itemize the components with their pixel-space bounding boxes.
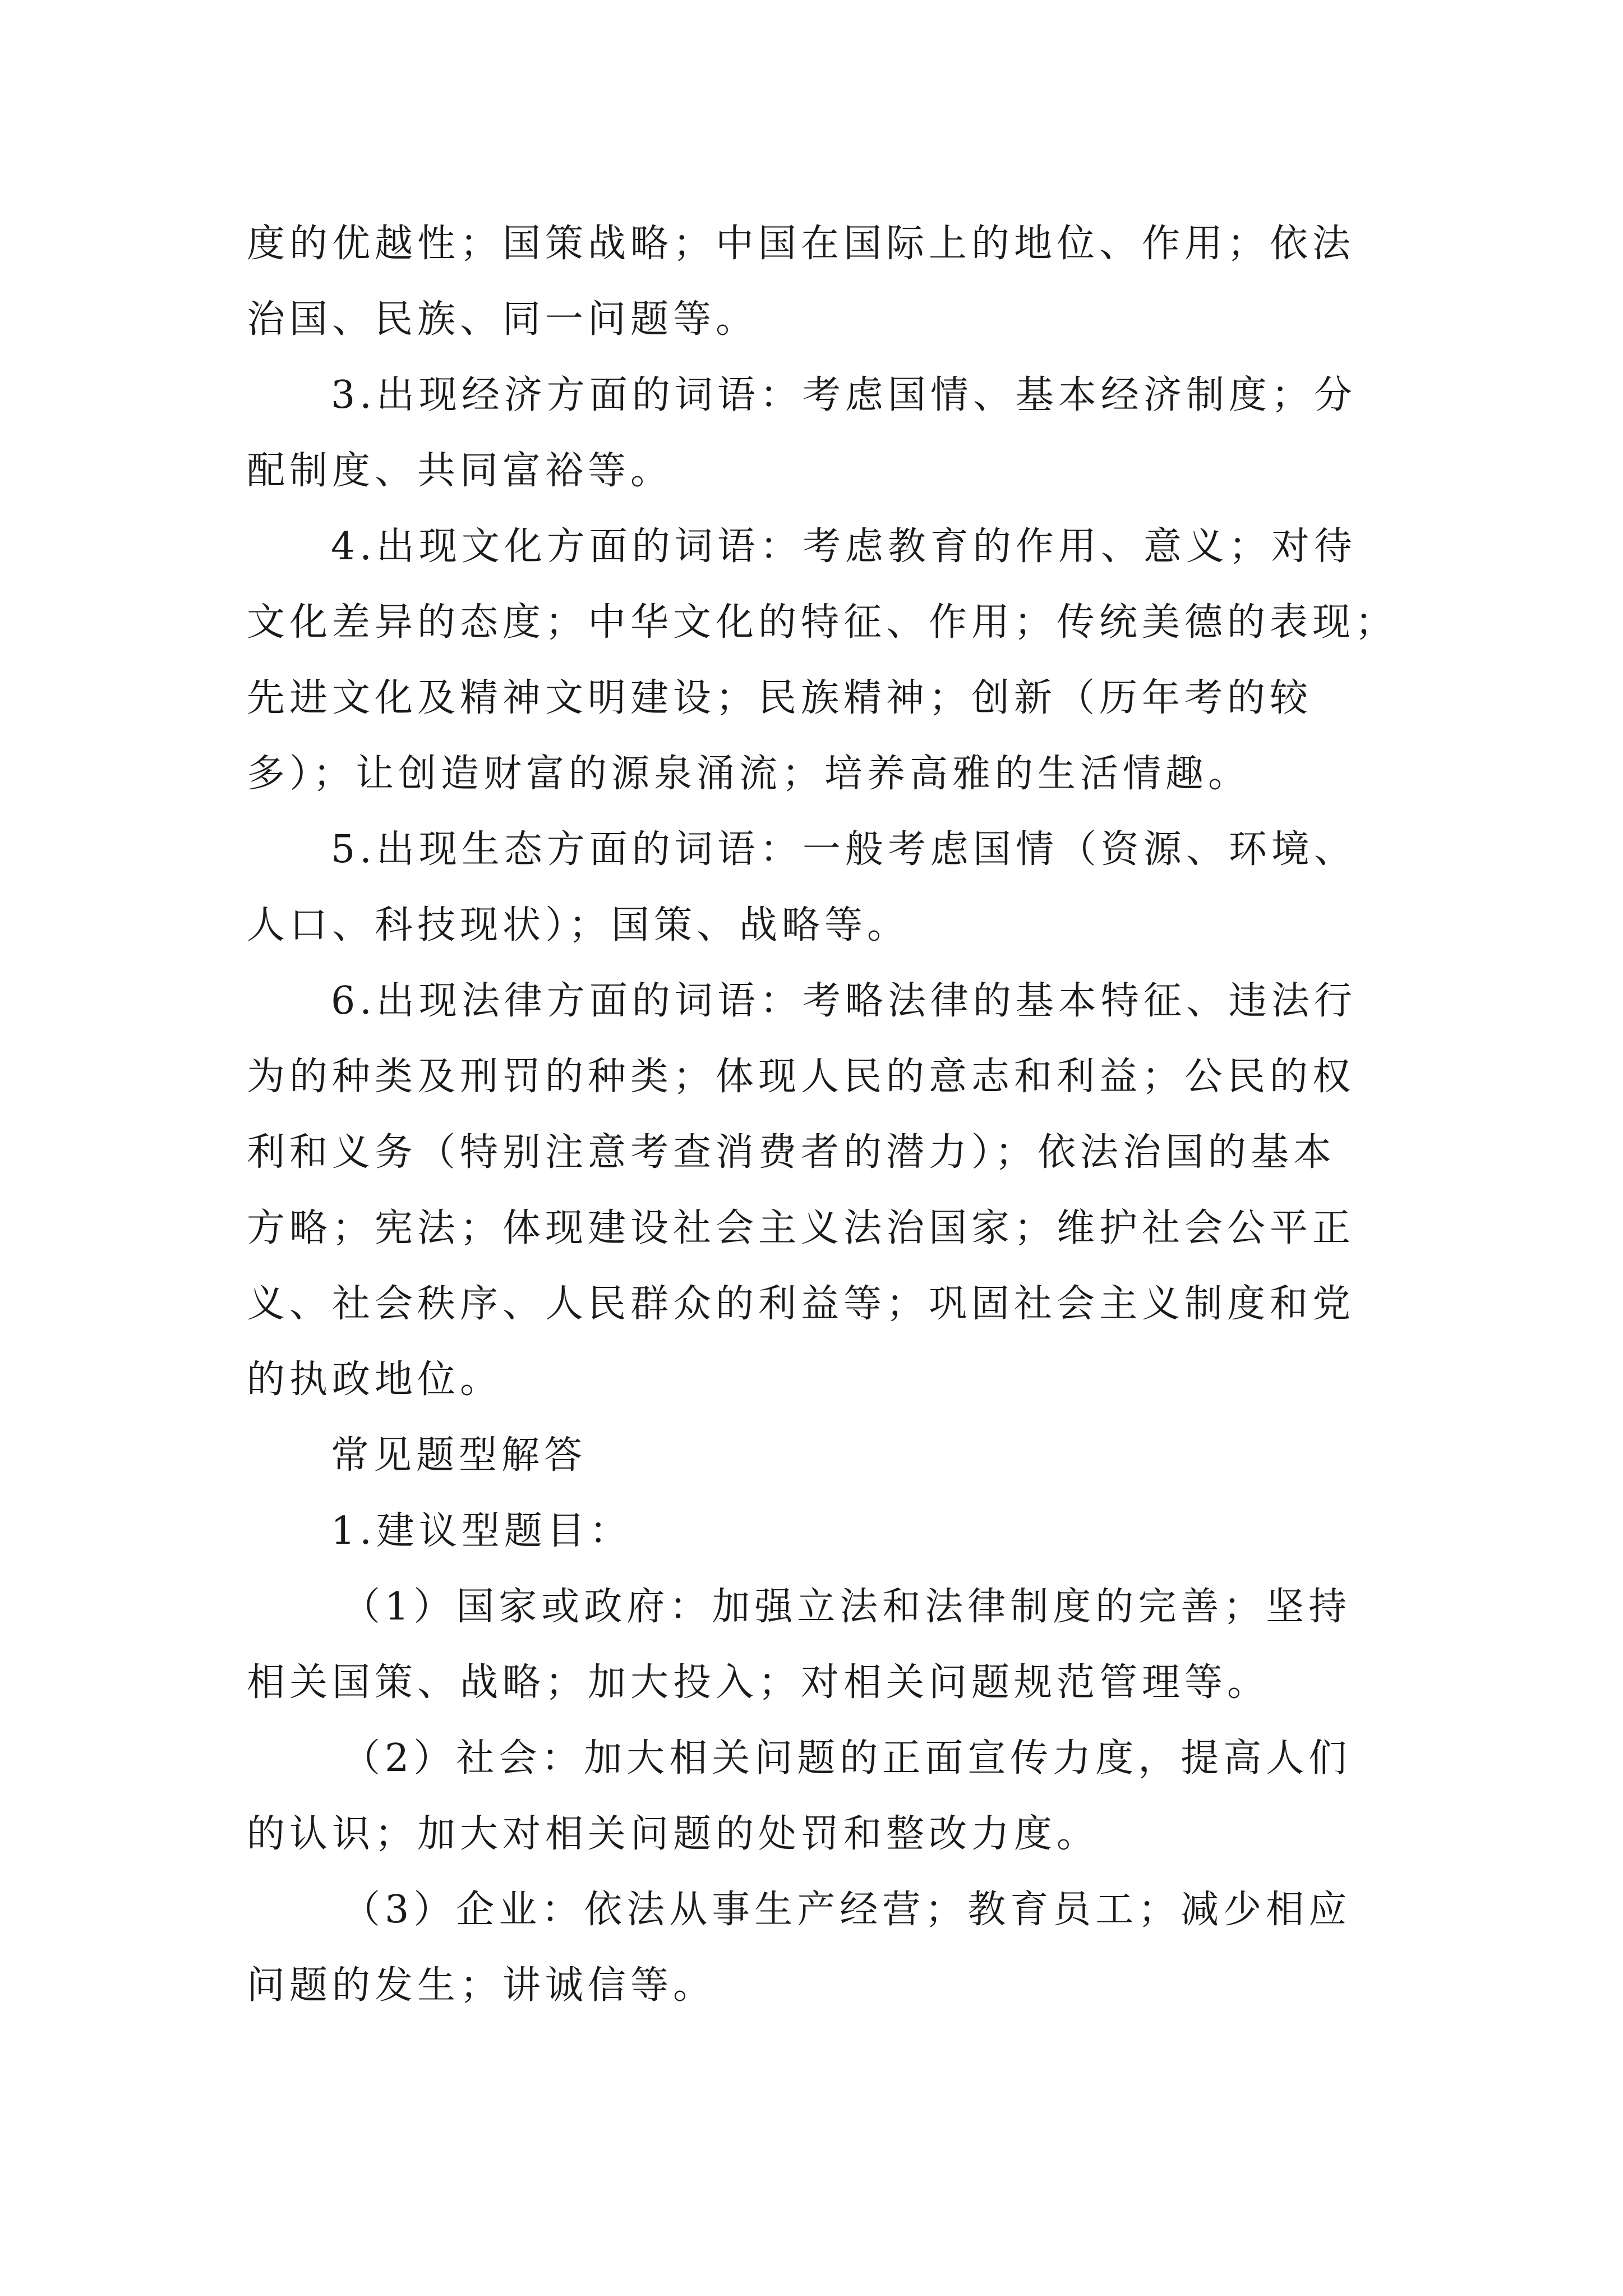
text-line: 6.出现法律方面的词语：考略法律的基本特征、违法行 xyxy=(331,979,1357,1023)
text-line: 的认识；加大对相关问题的处罚和整改力度。 xyxy=(247,1812,1100,1856)
text-line: （1）国家或政府：加强立法和法律制度的完善；坚持 xyxy=(342,1585,1352,1629)
text-line: 方略；宪法；体现建设社会主义法治国家；维护社会公平正 xyxy=(247,1206,1355,1250)
text-line: （2）社会：加大相关问题的正面宣传力度，提高人们 xyxy=(342,1736,1352,1780)
text-line: 为的种类及刑罚的种类；体现人民的意志和利益；公民的权 xyxy=(247,1055,1355,1099)
text-line: 5.出现生态方面的词语：一般考虑国情（资源、环境、 xyxy=(331,827,1357,872)
text-line: 治国、民族、同一问题等。 xyxy=(247,297,759,342)
text-line: 配制度、共同富裕等。 xyxy=(247,449,674,493)
text-line: 4.出现文化方面的词语：考虑教育的作用、意义；对待 xyxy=(331,524,1357,569)
text-line: 义、社会秩序、人民群众的利益等；巩固社会主义制度和党 xyxy=(247,1282,1355,1326)
text-line: 文化差异的态度；中华文化的特征、作用；传统美德的表现； xyxy=(247,600,1398,645)
text-line: 问题的发生；讲诚信等。 xyxy=(247,1963,716,2008)
text-line: 度的优越性；国策战略；中国在国际上的地位、作用；依法 xyxy=(247,222,1355,266)
text-line: 3.出现经济方面的词语：考虑国情、基本经济制度；分 xyxy=(331,373,1357,417)
section-heading: 常见题型解答 xyxy=(331,1433,587,1478)
text-line: （3）企业：依法从事生产经营；教育员工；减少相应 xyxy=(342,1888,1352,1932)
text-line: 人口、科技现状）；国策、战略等。 xyxy=(247,903,910,947)
text-line: 的执政地位。 xyxy=(247,1358,503,1402)
text-line: 多）；让创造财富的源泉涌流；培养高雅的生活情趣。 xyxy=(247,752,1251,796)
text-line: 利和义务（特别注意考查消费者的潜力）；依法治国的基本 xyxy=(247,1130,1336,1175)
text-line: 先进文化及精神文明建设；民族精神；创新（历年考的较 xyxy=(247,676,1313,720)
text-line: 1.建议型题目： xyxy=(331,1509,632,1553)
text-line: 相关国策、战略；加大投入；对相关问题规范管理等。 xyxy=(247,1660,1270,1705)
